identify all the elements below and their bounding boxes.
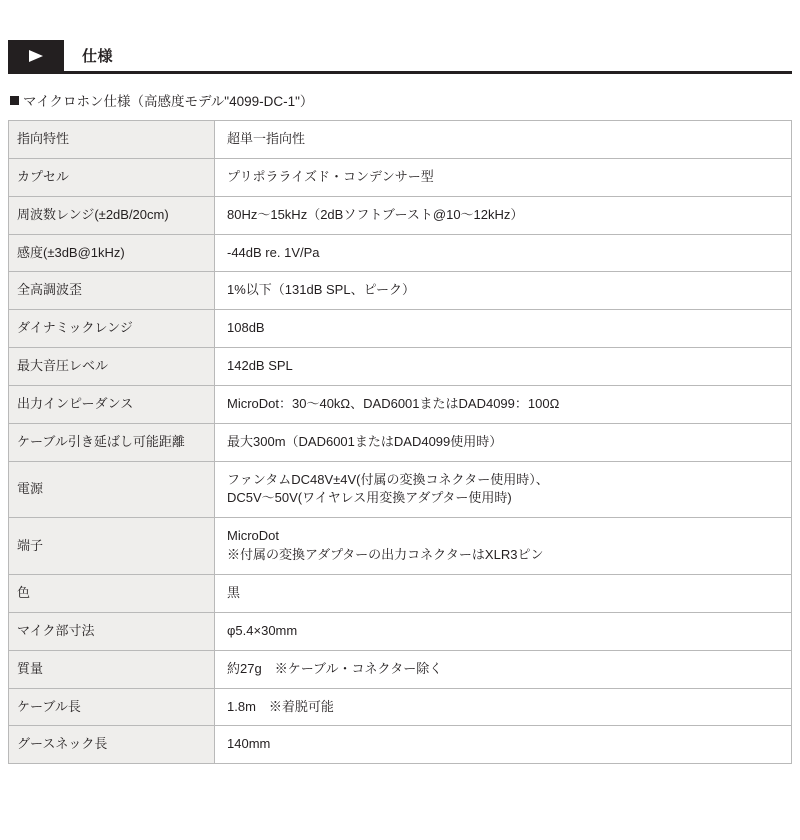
spec-value [215, 121, 792, 159]
spec-label: マイク部寸法 [9, 612, 215, 650]
spec-label: 電源 [9, 461, 215, 518]
spec-value-line: 142dB SPL [227, 358, 293, 374]
spec-label: 感度(±3dB@1kHz) [9, 234, 215, 272]
spec-value-line: 108dB [227, 320, 265, 336]
spec-value-line: 超単一指向性 [227, 131, 306, 146]
spec-label: 出力インピーダンス [9, 385, 215, 423]
spec-label: 色 [9, 574, 215, 612]
table-row [9, 650, 792, 688]
play-triangle-icon [8, 40, 64, 71]
section-caption-text: マイクロホン仕様（高感度モデル"4099-DC-1"） [23, 94, 314, 109]
section-header-bar [8, 40, 792, 74]
spec-value-line: 黒 [227, 584, 241, 600]
spec-value [215, 158, 792, 196]
table-row [9, 385, 792, 423]
table-row [9, 612, 792, 650]
specification-table [8, 120, 792, 764]
spec-value-line: 80Hz〜15kHz（2dBソフトブースト@10〜12kHz） [227, 206, 524, 222]
table-row [9, 518, 792, 575]
table-row [9, 574, 792, 612]
spec-value-line: 1%以下（131dB SPL、ピーク） [227, 282, 416, 298]
spec-value [215, 688, 792, 726]
spec-label: カプセル [9, 158, 215, 196]
spec-value [215, 234, 792, 272]
spec-value-line: 1.8m ※着脱可能 [227, 698, 334, 714]
page-title: 仕様 [82, 48, 114, 65]
spec-value [215, 385, 792, 423]
square-bullet-icon [10, 96, 19, 105]
spec-value [215, 461, 792, 518]
spec-value [215, 310, 792, 348]
table-row [9, 196, 792, 234]
table-row [9, 348, 792, 386]
spec-value-line: MicroDot：30〜40kΩ、DAD6001またはDAD4099：100Ω [227, 395, 560, 411]
table-row [9, 310, 792, 348]
table-row [9, 158, 792, 196]
spec-value-line: -44dB re. 1V/Pa [227, 244, 320, 260]
section-caption [10, 90, 792, 110]
spec-value-line: 約27g ※ケーブル・コネクター除く [227, 660, 443, 676]
spec-label: 端子 [9, 518, 215, 575]
spec-value-line: 140mm [227, 736, 271, 752]
specification-table-body [9, 121, 792, 764]
spec-value-line: ファンタムDC48V±4V(付属の変換コネクター使用時）、 [227, 471, 549, 487]
spec-value [215, 272, 792, 310]
spec-value-line: 最大300m（DAD6001またはDAD4099使用時） [227, 433, 503, 449]
table-row [9, 461, 792, 518]
spec-label: 質量 [9, 650, 215, 688]
spec-label: 周波数レンジ(±2dB/20cm) [9, 196, 215, 234]
spec-value-line: プリポラライズド・コンデンサー型 [227, 168, 434, 184]
spec-value [215, 574, 792, 612]
spec-value [215, 348, 792, 386]
spec-value [215, 650, 792, 688]
spec-value [215, 726, 792, 764]
table-row [9, 234, 792, 272]
table-row [9, 272, 792, 310]
spec-value-line: ※付属の変換アダプターの出力コネクターはXLR3ピン [227, 547, 544, 563]
spec-label: 指向特性 [9, 121, 215, 159]
table-row [9, 423, 792, 461]
spec-value [215, 196, 792, 234]
spec-label: ダイナミックレンジ [9, 310, 215, 348]
table-row [9, 726, 792, 764]
spec-value [215, 612, 792, 650]
spec-label: 最大音圧レベル [9, 348, 215, 386]
spec-label: ケーブル引き延ばし可能距離 [9, 423, 215, 461]
spec-sheet-page [0, 40, 800, 840]
table-row [9, 121, 792, 159]
spec-label: 全高調波歪 [9, 272, 215, 310]
spec-label: ケーブル長 [9, 688, 215, 726]
spec-value-line: DC5V〜50V(ワイヤレス用変換アダプター使用時) [227, 490, 512, 506]
table-row [9, 688, 792, 726]
spec-value [215, 518, 792, 575]
spec-label: グースネック長 [9, 726, 215, 764]
spec-value [215, 423, 792, 461]
spec-value-line: MicroDot [227, 528, 280, 544]
spec-value-line: φ5.4×30mm [227, 622, 298, 638]
